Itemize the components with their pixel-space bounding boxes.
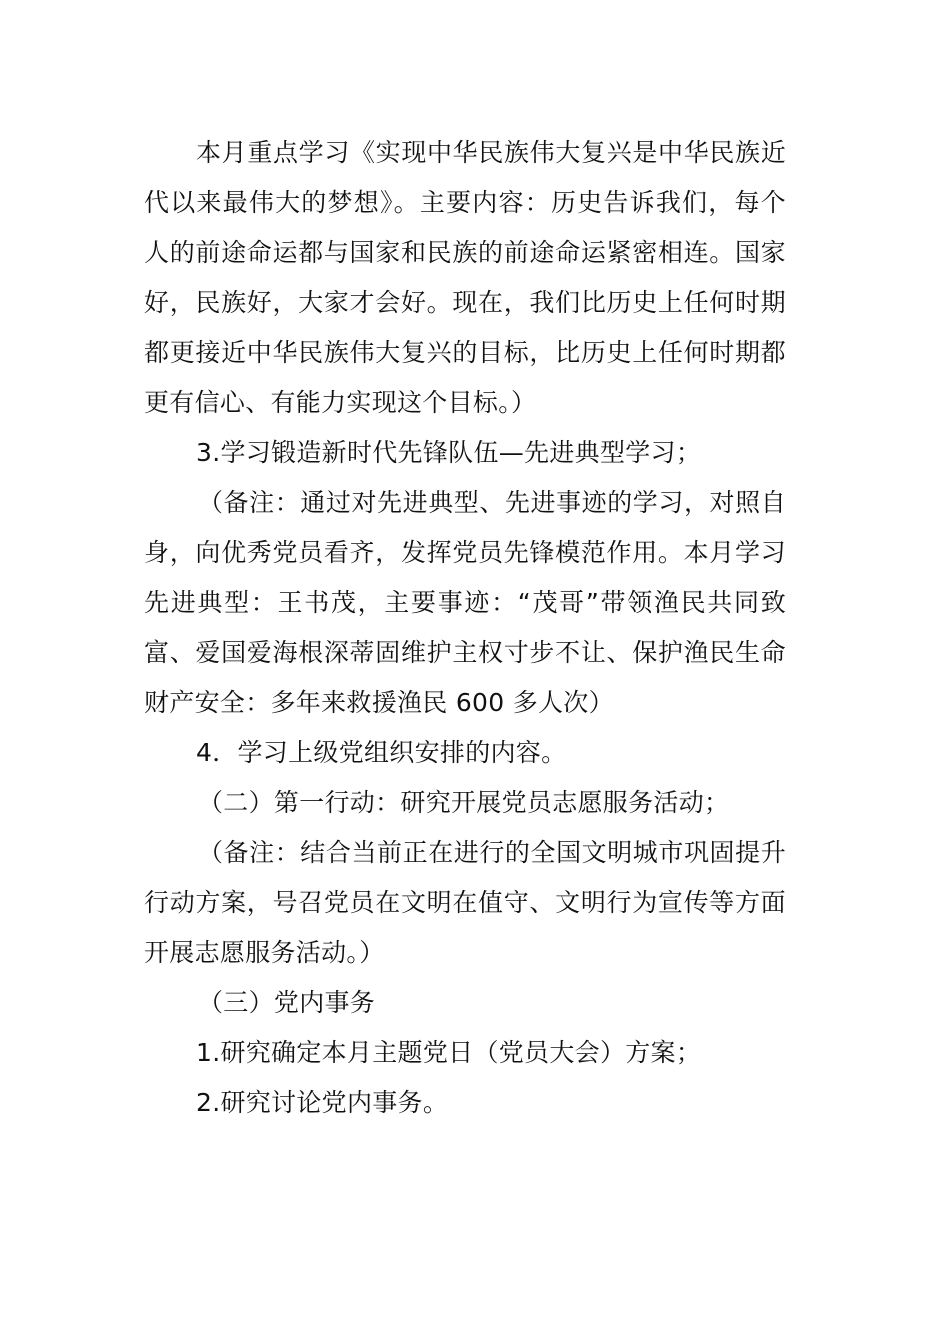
paragraph-item-3: 3.学习锻造新时代先锋队伍—先进典型学习； — [196, 438, 702, 467]
paragraph-note-model: （备注：通过对先进典型、先进事迹的学习，对照自身，向优秀党员看齐，发挥党员先锋模范作用。本月学习先进典型：王书茂，主要事迹：“茂哥”带领渔民共同致富、爱国爱海根深蒂固维护主权寸步不让、保护渔民生命财产安全：多年来救援渔民 600 多人次） — [144, 488, 786, 717]
paragraph-section-2: （二）第一行动：研究开展党员志愿服务活动； — [198, 788, 730, 817]
paragraph-study-focus: 本月重点学习《实现中华民族伟大复兴是中华民族近代以来最伟大的梦想》。主要内容：历史告诉我们，每个人的前途命运都与国家和民族的前途命运紧密相连。国家好，民族好，大家才会好。现在，我们比历史上任何时期都更接近中华民族伟大复兴的目标，比历史上任何时期都更有信心、有能力实现这个目标。） — [144, 138, 786, 417]
document-body — [144, 128, 786, 1128]
paragraph-section-3: （三）党内事务 — [198, 988, 376, 1017]
paragraph-note-volunteer: （备注：结合当前正在进行的全国文明城市巩固提升行动方案，号召党员在文明在值守、文明行为宣传等方面开展志愿服务活动。） — [144, 838, 786, 967]
paragraph-affairs-1: 1.研究确定本月主题党日（党员大会）方案； — [196, 1038, 702, 1067]
paragraph-affairs-2: 2.研究讨论党内事务。 — [196, 1088, 449, 1117]
paragraph-item-4: 4．学习上级党组织安排的内容。 — [196, 738, 567, 767]
